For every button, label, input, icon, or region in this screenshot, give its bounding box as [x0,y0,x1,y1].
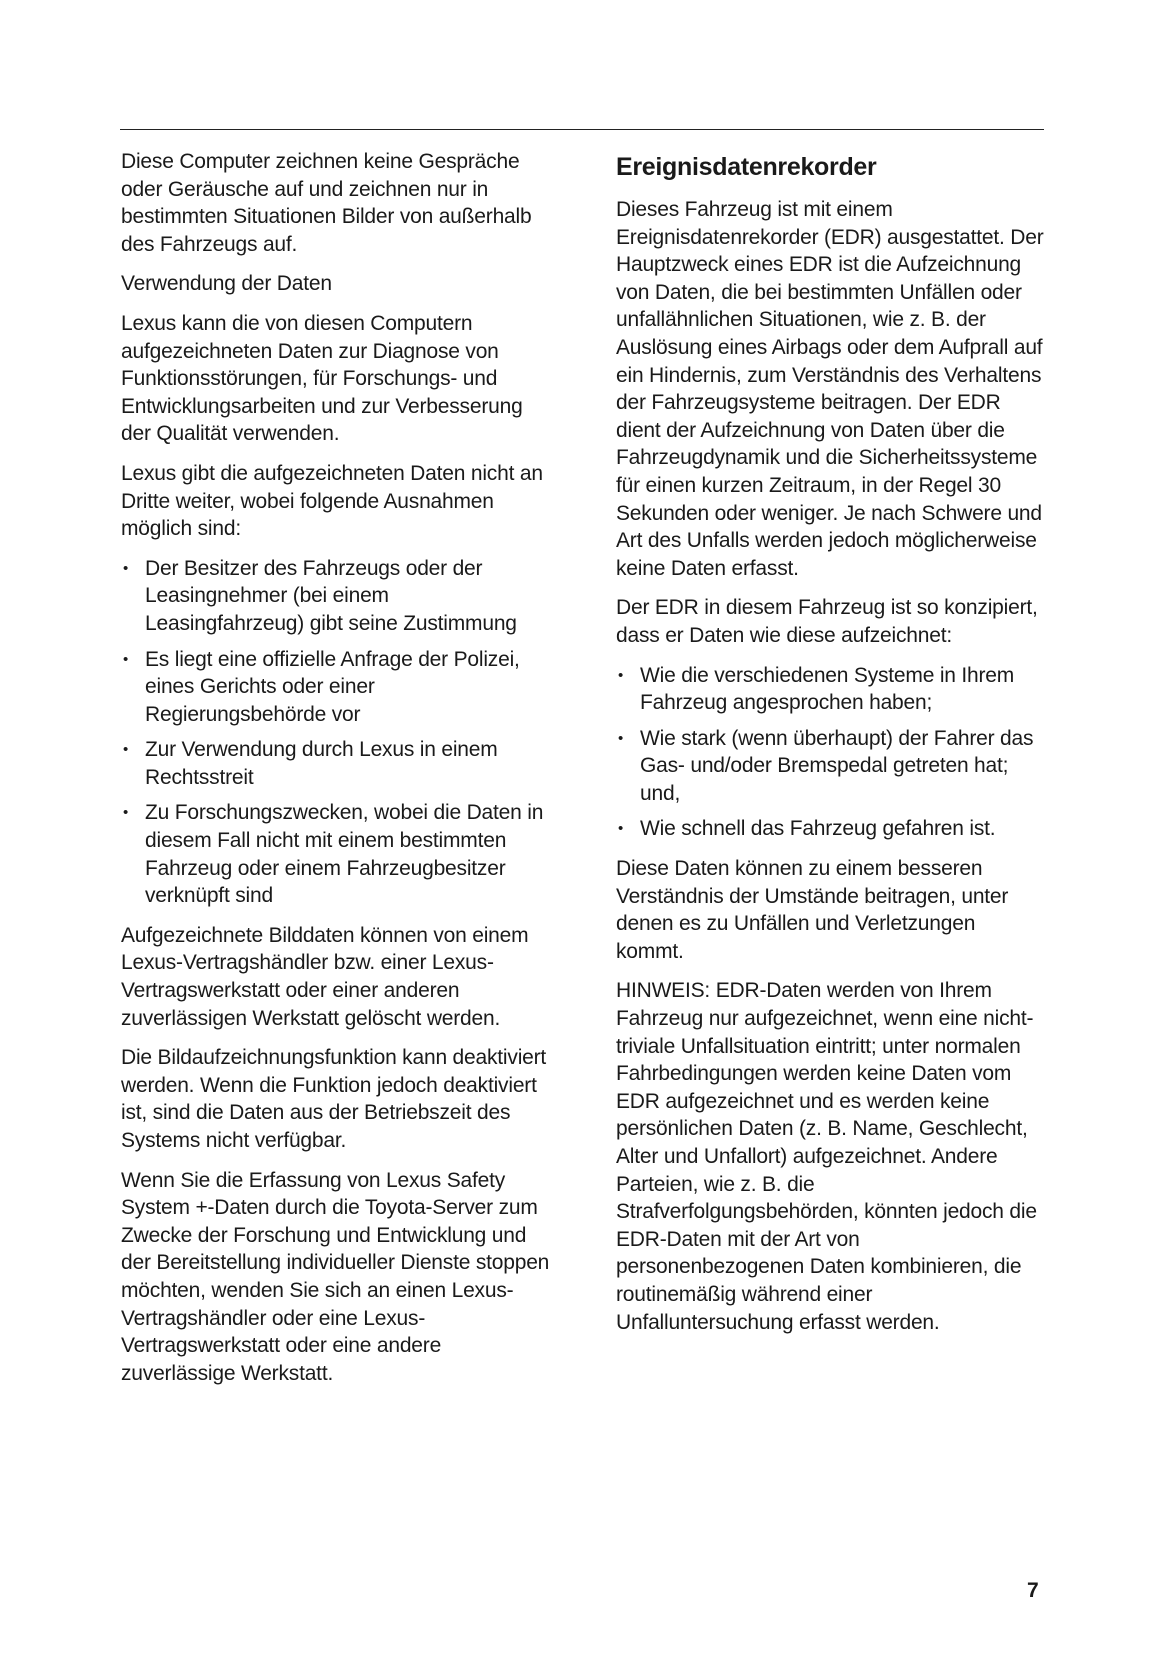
list-item: • Wie die verschiedenen Systeme in Ihrem Fahrzeug angesprochen haben; [616,662,1048,717]
subheading: Verwendung der Daten [121,272,332,296]
left-column [121,148,551,1399]
paragraph: Diese Computer zeichnen keine Gespräche oder Geräusche auf und zeichnen nur in bestimmten Situationen Bilder von außerhalb des Fahrzeugs auf. [121,150,532,256]
edr-data-list [616,662,1048,844]
list-item: • Wie schnell das Fahrzeug gefahren ist. [616,815,1048,843]
paragraph: Wenn Sie die Erfassung von Lexus Safety System +-Daten durch die Toyota-Server zum Zwecke der Forschung und Entwicklung und der Bereitstellung individueller Dienste stoppen möchten, wenden Sie sich an einen Lexus-Vertragshändler oder eine Lexus-Vertragswerkstatt oder eine andere zuverlässige Werkstatt. [121,1168,550,1385]
list-item: • Der Besitzer des Fahrzeugs oder der Leasingnehmer (bei einem Leasingfahrzeug) gibt seine Zustimmung [121,555,551,638]
section-heading: Ereignisdatenrekorder [616,153,877,181]
paragraph: Die Bildaufzeichnungsfunktion kann deaktiviert werden. Wenn die Funktion jedoch deaktiviert ist, sind die Daten aus der Betriebszeit des Systems nicht verfügbar. [121,1046,547,1152]
list-item: • Zu Forschungszwecken, wobei die Daten in diesem Fall nicht mit einem bestimmten Fahrzeug oder einem Fahrzeugbesitzer verknüpft sind [121,799,551,909]
paragraph: Dieses Fahrzeug ist mit einem Ereignisdatenrekorder (EDR) ausgestattet. Der Hauptzweck eines EDR ist die Aufzeichnung von Daten, die bei bestimmten Unfällen oder unfallähnlichen Situationen, wie z. B. der Auslösung eines Airbags oder dem Aufprall auf ein Hindernis, zum Verständnis des Verhaltens der Fahrzeugsysteme beitragen. Der EDR dient der Aufzeichnung von Daten über die Fahrzeugdynamik und die Sicherheitssysteme für einen kurzen Zeitraum, in der Regel 30 Sekunden oder weniger. Je nach Schwere und Art des Unfalls werden jedoch möglicherweise keine Daten erfasst. [616,198,1044,580]
exceptions-list [121,555,551,910]
paragraph: Der EDR in diesem Fahrzeug ist so konzipiert, dass er Daten wie diese aufzeichnet: [616,596,1038,647]
list-item: • Zur Verwendung durch Lexus in einem Rechtsstreit [121,736,551,791]
paragraph: HINWEIS: EDR-Daten werden von Ihrem Fahrzeug nur aufgezeichnet, wenn eine nicht-triviale Unfallsituation eintritt; unter normalen Fahrbedingungen werden keine Daten vom EDR aufgezeichnet und es werden keine persönlichen Daten (z. B. Name, Geschlecht, Alter und Unfallort) aufgezeichnet. Andere Parteien, wie z. B. die Strafverfolgungsbehörden, könnten jedoch die EDR-Daten mit der Art von personenbezogenen Daten kombinieren, die routinemäßig während einer Unfalluntersuchung erfasst werden. [616,979,1037,1334]
paragraph: Diese Daten können zu einem besseren Verständnis der Umstände beitragen, unter denen es zu Unfällen und Verletzungen kommt. [616,857,1009,963]
right-column [616,148,1048,1348]
paragraph: Lexus gibt die aufgezeichneten Daten nicht an Dritte weiter, wobei folgende Ausnahmen möglich sind: [121,461,543,541]
list-item: • Es liegt eine offizielle Anfrage der Polizei, eines Gerichts oder einer Regierungsbehörde vor [121,646,551,729]
page-number: 7 [1027,1579,1039,1602]
paragraph: Aufgezeichnete Bilddaten können von einem Lexus-Vertragshändler bzw. einer Lexus-Vertragswerkstatt oder einer anderen zuverlässigen Werkstatt gelöscht werden. [121,923,529,1030]
paragraph: Lexus kann die von diesen Computern aufgezeichneten Daten zur Diagnose von Funktionsstörungen, für Forschungs- und Entwicklungsarbeiten und zur Verbesserung der Qualität verwenden. [121,311,523,446]
list-item: • Wie stark (wenn überhaupt) der Fahrer das Gas- und/oder Bremspedal getreten hat; und, [616,725,1048,808]
top-rule [120,129,1044,130]
